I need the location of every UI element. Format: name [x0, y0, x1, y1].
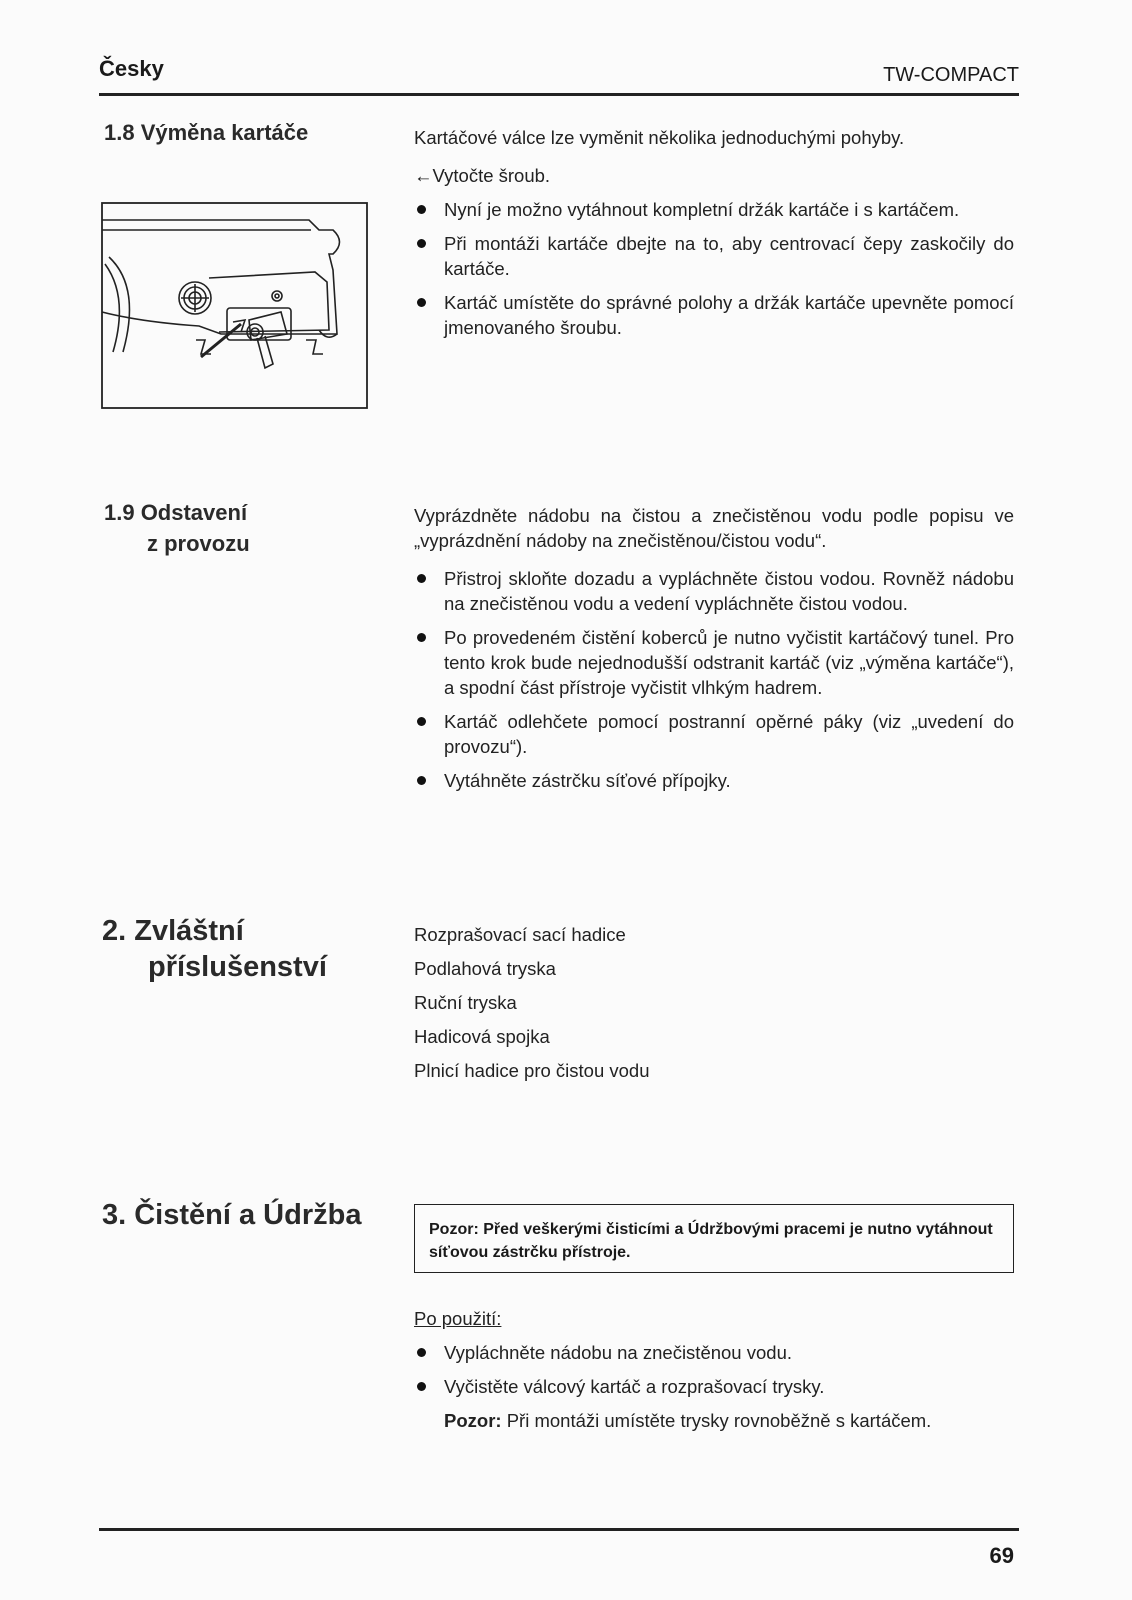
brush-replacement-illustration	[101, 202, 374, 414]
section-1-9-bullets	[414, 566, 1014, 793]
section-1-9-intro: Vyprázdněte nádobu na čistou a znečistěnou vodu podle popisu ve „vyprázdnění nádoby na znečistěnou/čistou vodu“.	[414, 505, 1014, 551]
list-item: Hadicová spojka	[414, 1026, 550, 1047]
list-item: Po provedeném čistění koberců je nutno vyčistit kartáčový tunel. Pro tento krok bude nejednodušší odstranit kartáč (viz „výměna kartáče“), a spodní část přístroje vyčistit vlhkým hadrem.	[414, 625, 1014, 700]
header-divider	[99, 93, 1019, 96]
list-item: Při montáži kartáče dbejte na to, aby centrovací čepy zaskočily do kartáče.	[414, 231, 1014, 281]
section-1-8-step: ←Vytočte šroub.	[414, 165, 551, 186]
section-1-8-bullets	[414, 197, 1014, 340]
list-item: Kartáč umístěte do správné polohy a držák kartáče upevněte pomocí jmenovaného šroubu.	[414, 290, 1014, 340]
section-1-8-body	[414, 125, 1014, 349]
list-item: Vytáhněte zástrčku síťové přípojky.	[414, 768, 1014, 793]
section-1-8-title: 1.8 Výměna kartáče	[104, 120, 309, 145]
list-item: Vyčistěte válcový kartáč a rozprašovací trysky.	[414, 1374, 1014, 1399]
section-1-9-title	[104, 497, 250, 559]
header-language: Česky	[99, 56, 164, 81]
note-text: Při montáži umístěte trysky rovnoběžně s kartáčem.	[501, 1410, 932, 1431]
after-use-label: Po použití:	[414, 1308, 502, 1329]
section-1-9-title-line2: z provozu	[147, 531, 250, 556]
section-3-note	[414, 1408, 1014, 1433]
note-label: Pozor:	[444, 1410, 502, 1431]
accessories-list	[414, 922, 1014, 1092]
list-item: Plnicí hadice pro čistou vodu	[414, 1060, 650, 1081]
section-2-title-line2: příslušenství	[148, 951, 327, 983]
list-item: Podlahová tryska	[414, 958, 556, 979]
section-1-9-title-line1: 1.9 Odstavení	[104, 500, 248, 525]
footer-divider	[99, 1528, 1019, 1531]
list-item: Kartáč odlehčete pomocí postranní opěrné páky (viz „uvedení do provozu“).	[414, 709, 1014, 759]
list-item: Ruční tryska	[414, 992, 517, 1013]
section-3-title: 3. Čistění a Údržba	[102, 1199, 362, 1231]
list-item: Rozprašovací sací hadice	[414, 924, 626, 945]
section-1-9-body	[414, 503, 1014, 802]
section-2-title-line1: 2. Zvláštní	[102, 915, 244, 947]
list-item: Nyní je možno vytáhnout kompletní držák kartáče i s kartáčem.	[414, 197, 1014, 222]
list-item: Přistroj skloňte dozadu a vypláchněte čistou vodou. Rovněž nádobu na znečistěnou vodu a vedení vypláchněte čistou vodou.	[414, 566, 1014, 616]
section-2-title	[102, 913, 327, 985]
section-3-bullets	[414, 1340, 1014, 1399]
warning-box: Pozor: Před veškerými čisticími a Údržbovými pracemi je nutno vytáhnout síťovou zástrčku přístroje.	[414, 1204, 1014, 1273]
list-item: Vypláchněte nádobu na znečistěnou vodu.	[414, 1340, 1014, 1365]
section-3-body	[414, 1340, 1014, 1433]
section-1-8-intro: Kartáčové válce lze vyměnit několika jednoduchými pohyby.	[414, 127, 905, 148]
page-number: 69	[989, 1543, 1014, 1568]
header-model: TW-COMPACT	[883, 64, 1019, 86]
